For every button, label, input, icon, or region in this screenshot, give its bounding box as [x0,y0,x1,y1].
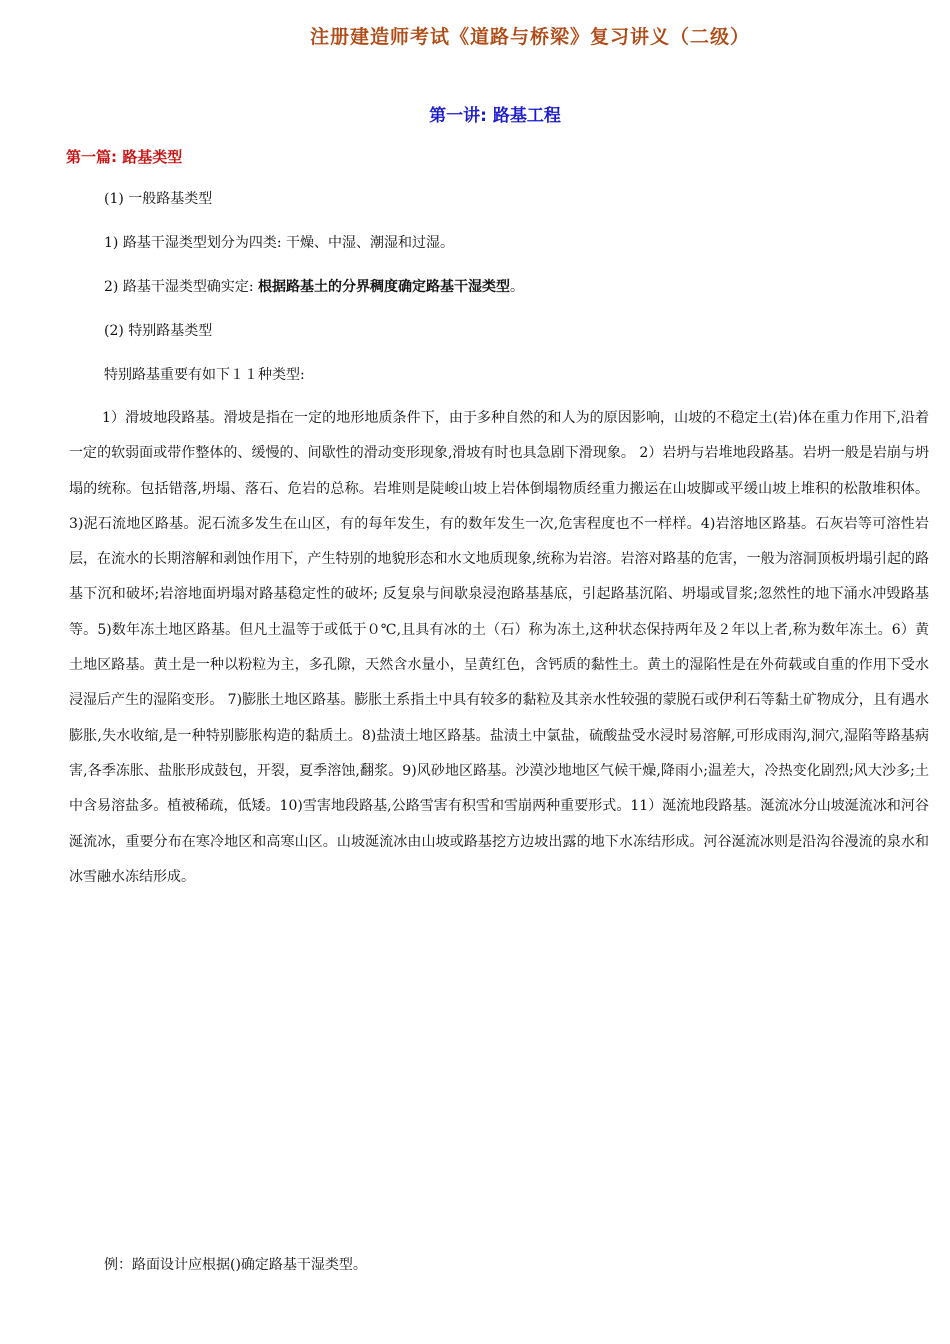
method-suffix: 。 [510,279,524,295]
special-types-paragraph: 1）滑坡地段路基。滑坡是指在一定的地形地质条件下，由于多种自然的和人为的原因影响，山坡的不稳定土(岩)体在重力作用下,沿着一定的软弱面或带作整体的、缓慢的、间歇性的滑动变形现象,滑坡有时也具急剧下滑现象。 2）岩坍与岩堆地段路基。岩坍一般是岩崩与坍塌的统称。包括错落,坍塌、落石、危岩的总称。岩堆则是陡峻山坡上岩体倒塌物质经重力搬运在山坡脚或平缓山坡上堆积的松散堆积体。 3)泥石流地区路基。泥石流多发生在山区，有的每年发生，有的数年发生一次,危害程度也不一样样。4)岩溶地区路基。石灰岩等可溶性岩层，在流水的长期溶解和剥蚀作用下，产生特别的地貌形态和水文地质现象,统称为岩溶。岩溶对路基的危害，一般为溶洞顶板坍塌引起的路基下沉和破坏;岩溶地面坍塌对路基稳定性的破坏; 反复泉与间歇泉浸泡路基基底，引起路基沉陷、坍塌或冒浆;忽然性的地下涌水冲毁路基等。5)数年冻土地区路基。但凡土温等于或低于０℃,且具有冰的土（石）称为冻土,这种状态保持两年及２年以上者,称为数年冻土。6）黄土地区路基。黄土是一种以粉粒为主，多孔隙，天然含水量小，呈黄红色，含钙质的黏性土。黄土的湿陷性是在外荷载或自重的作用下受水浸湿后产生的湿陷变形。 7)膨胀土地区路基。膨胀土系指土中具有较多的黏粒及其亲水性较强的蒙脱石或伊利石等黏土矿物成分，且有遇水膨胀,失水收缩,是一种特别膨胀构造的黏质土。8)盐渍土地区路基。盐渍土中氯盐，硫酸盐受水浸时易溶解,可形成雨沟,洞穴,湿陷等路基病害,各季冻胀、盐胀形成鼓包，开裂，夏季溶蚀,翻浆。9)风砂地区路基。沙漠沙地地区气候干燥,降雨小;温差大，冷热变化剧烈;风大沙多;土中含易溶盐多。植被稀疏，低矮。10)雪害地段路基,公路雪害有积雪和雪崩两种重要形式。11）涎流地段路基。涎流冰分山坡涎流冰和河谷涎流冰，重要分布在寒冷地区和高寒山区。山坡涎流冰由山坡或路基挖方边坡出露的地下水冻结形成。河谷涎流冰则是沿沟谷漫流的泉水和冰雪融水冻结形成。 [69,410,929,885]
general-types-heading: (1) 一般路基类型 [104,191,213,207]
example-question: 例：路面设计应根据()确定路基干湿类型。 [104,1257,367,1273]
part-heading: 第一篇: 路基类型 [66,148,183,166]
dryness-method-line [104,276,524,296]
dryness-classes-line: 1) 路基干湿类型划分为四类: 干燥、中湿、潮湿和过湿。 [104,235,454,251]
lecture-heading: 第一讲: 路基工程 [429,106,561,126]
special-types-heading: (2) 特别路基类型 [104,323,213,339]
document-title: 注册建造师考试《道路与桥梁》复习讲义（二级） [309,26,750,48]
method-emphasis: 根据路基土的分界稠度确定路基干湿类型 [258,279,510,295]
special-types-intro: 特别路基重要有如下１１种类型: [104,367,305,383]
method-prefix: 2) 路基干湿类型确实定: [104,279,258,295]
